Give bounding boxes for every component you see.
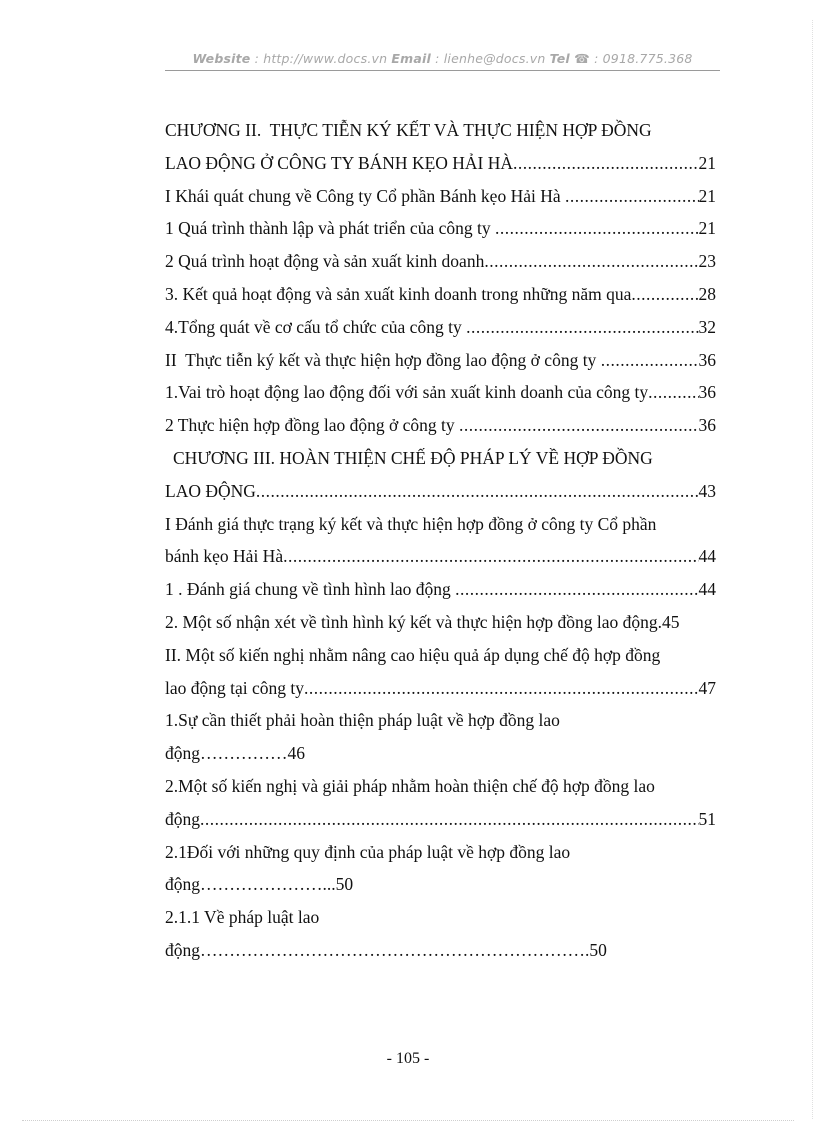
toc-entry (165, 344, 716, 377)
toc-line (165, 901, 716, 934)
toc-page-number: 28 (698, 283, 716, 304)
page-header (165, 51, 720, 66)
toc-leader (256, 475, 699, 508)
toc-leader (466, 311, 698, 344)
toc-entry (165, 212, 716, 245)
toc-page-number: 23 (698, 251, 716, 272)
toc-line-text: 2.Một số kiến nghị và giải pháp nhằm hoàn thiện chế độ hợp đồng lao (165, 775, 655, 796)
toc-line (165, 868, 716, 901)
toc-leader (495, 212, 699, 245)
toc-line-text: động……………46 (165, 743, 305, 764)
toc-entry-text: lao động tại công ty (165, 677, 305, 698)
toc-line-text: động…………………...50 (165, 874, 354, 895)
toc-entry-text: 4.Tổng quát về cơ cấu tổ chức của công ty (165, 316, 467, 337)
toc-leader (513, 147, 698, 180)
toc-entry (165, 376, 716, 409)
header-rule (165, 70, 720, 71)
toc-page-number: 36 (698, 415, 716, 436)
toc-leader (304, 672, 698, 705)
toc-leader (565, 180, 699, 213)
toc-entry-text: II Thực tiễn ký kết và thực hiện hợp đồng lao động ở công ty (165, 349, 601, 370)
toc-entry (165, 311, 716, 344)
toc-line (165, 836, 716, 869)
toc-page-number: 51 (698, 808, 716, 829)
toc-leader (283, 540, 698, 573)
toc-line-text: 2.1Đối với những quy định của pháp luật về hợp đồng lao (165, 841, 571, 862)
toc-line (165, 114, 716, 147)
toc-line (165, 770, 716, 803)
website-value: : http://www.docs.vn (250, 51, 392, 66)
toc-line (165, 639, 716, 672)
toc-entry (165, 606, 716, 639)
toc-leader (459, 409, 698, 442)
toc-entry-text: I Khái quát chung về Công ty Cổ phần Bánh kẹo Hải Hà (165, 185, 565, 206)
toc-line (165, 508, 716, 541)
toc-line-text: I Đánh giá thực trạng ký kết và thực hiện hợp đồng ở công ty Cổ phần (165, 513, 657, 534)
toc-entry (165, 180, 716, 213)
toc-line (165, 934, 716, 967)
toc-leader (601, 344, 699, 377)
toc-entry (165, 475, 716, 508)
toc-line (165, 737, 716, 770)
tel-value: : 0918.775.368 (589, 51, 693, 66)
toc-entry (165, 409, 716, 442)
toc-page-number: 32 (698, 316, 716, 337)
toc-line (165, 442, 716, 475)
toc-entry (165, 672, 716, 705)
toc-entry-text: 3. Kết quả hoạt động và sản xuất kinh doanh trong những năm qua (165, 283, 632, 304)
toc-page-number: 44 (698, 546, 716, 567)
toc-line-text: 2.1.1 Về pháp luật lao (165, 907, 320, 928)
toc-page-number: 21 (698, 218, 716, 239)
toc-entry (165, 540, 716, 573)
toc-entry (165, 803, 716, 836)
toc-entry-text: LAO ĐỘNG Ở CÔNG TY BÁNH KẸO HẢI HÀ (165, 152, 514, 173)
table-of-contents (165, 114, 716, 967)
toc-line (165, 704, 716, 737)
toc-leader (484, 245, 698, 278)
toc-page-number: 36 (698, 382, 716, 403)
page-right-border (812, 20, 813, 1119)
toc-page-number: 44 (698, 579, 716, 600)
tel-label: Tel (549, 51, 570, 66)
email-label: Email (391, 51, 431, 66)
toc-page-number: 36 (698, 349, 716, 370)
toc-entry-text: 1 Quá trình thành lập và phát triển của công ty (165, 218, 495, 239)
toc-page-number: 21 (698, 152, 716, 173)
website-label: Website (192, 51, 251, 66)
toc-line-text: II. Một số kiến nghị nhằm nâng cao hiệu quả áp dụng chế độ hợp đồng (165, 644, 661, 665)
toc-entry (165, 245, 716, 278)
toc-entry (165, 147, 716, 180)
phone-icon: ☎ (574, 51, 590, 66)
toc-entry-text: LAO ĐỘNG (165, 480, 256, 501)
toc-entry (165, 573, 716, 606)
page-number: - 105 - (386, 1050, 430, 1067)
toc-line-text: CHƯƠNG II. THỰC TIỄN KÝ KẾT VÀ THỰC HIỆN HỢP ĐỒNG (165, 120, 652, 140)
page-bottom-border (22, 1120, 794, 1121)
toc-line-text: CHƯƠNG III. HOÀN THIỆN CHẾ ĐỘ PHÁP LÝ VỀ HỢP ĐỒNG (173, 447, 653, 468)
toc-entry-text: 1.Vai trò hoạt động lao động đối với sản xuất kinh doanh của công ty (165, 382, 649, 403)
toc-entry-text: bánh kẹo Hải Hà (165, 546, 284, 567)
toc-line-text: 1.Sự cần thiết phải hoàn thiện pháp luật về hợp đồng lao (165, 710, 560, 731)
toc-page-number: .45 (657, 611, 680, 632)
toc-entry-text: 2 Thực hiện hợp đồng lao động ở công ty (165, 415, 460, 436)
email-value: : lienhe@docs.vn (430, 51, 550, 66)
toc-line-text: động………………………………………………………….50 (165, 939, 607, 960)
toc-leader (455, 573, 698, 606)
toc-page-number: 47 (698, 677, 716, 698)
toc-leader (631, 278, 698, 311)
toc-page-number: 21 (698, 185, 716, 206)
toc-entry-text: 2 Quá trình hoạt động và sản xuất kinh doanh (165, 251, 485, 272)
toc-entry-text: 1 . Đánh giá chung về tình hình lao động (165, 579, 456, 600)
toc-leader (648, 376, 698, 409)
toc-entry (165, 278, 716, 311)
toc-entry-text: 2. Một số nhận xét về tình hình ký kết và thực hiện hợp đồng lao động (165, 611, 658, 632)
toc-page-number: 43 (698, 480, 716, 501)
toc-leader (200, 803, 699, 836)
toc-entry-text: động (165, 808, 200, 829)
